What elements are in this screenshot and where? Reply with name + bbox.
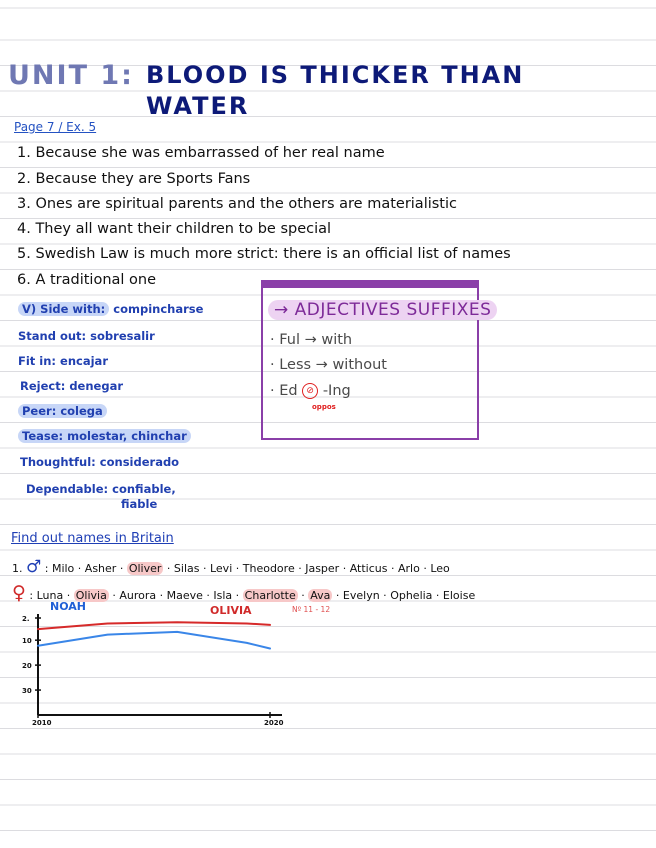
vocab-meaning: considerado bbox=[99, 455, 180, 469]
vocab-term: Reject: bbox=[20, 379, 66, 393]
boys-prefix: 1. bbox=[12, 562, 23, 575]
opposite-note: oppos bbox=[312, 403, 336, 411]
vocab-meaning: sobresalir bbox=[90, 329, 155, 343]
answer-2: 2. Because they are Sports Fans bbox=[17, 171, 251, 187]
vocab-meaning: molestar, chinchar bbox=[67, 429, 187, 443]
vocab-term: V) Side with: bbox=[18, 302, 109, 316]
girl-name: Olivia bbox=[75, 589, 107, 602]
unit-label: UNIT 1: bbox=[8, 60, 134, 91]
rank-annotation: Nº 11 - 12 bbox=[292, 605, 331, 614]
girl-name: Maeve bbox=[166, 589, 203, 602]
vocab-meaning: encajar bbox=[60, 354, 108, 368]
y-tick-label: 30 bbox=[22, 687, 32, 696]
girl-name: Isla bbox=[213, 589, 233, 602]
vocab-stand-out bbox=[18, 329, 155, 343]
vocab-fit-in bbox=[18, 354, 108, 368]
page-title: BLOOD IS THICKER THAN WATER bbox=[146, 61, 525, 120]
vocab-thoughtful bbox=[20, 455, 179, 469]
girl-name: Charlotte bbox=[244, 589, 296, 602]
vocab-dependable bbox=[26, 482, 176, 496]
answer-5: 5. Swedish Law is much more strict: there is an official list of names bbox=[17, 246, 511, 262]
girl-name: Evelyn bbox=[342, 589, 380, 602]
girl-name: Ophelia bbox=[390, 589, 433, 602]
series-label-noah: NOAH bbox=[50, 600, 86, 613]
vocab-meaning: confiable, bbox=[112, 482, 176, 496]
suffix-ed-text: · Ed bbox=[270, 383, 298, 399]
boy-name: Levi bbox=[209, 562, 233, 575]
answer-6: 6. A traditional one bbox=[17, 272, 157, 288]
boy-name: Asher bbox=[84, 562, 117, 575]
girl-name: Aurora bbox=[119, 589, 157, 602]
y-tick-label: 20 bbox=[22, 662, 32, 671]
vocab-term: Peer: bbox=[22, 404, 57, 418]
vocab-term: Tease: bbox=[22, 429, 64, 443]
girl-name: Eloise bbox=[442, 589, 476, 602]
y-tick-label: 2. bbox=[22, 615, 30, 623]
girl-name: Ava bbox=[310, 589, 331, 602]
x-tick-label: 2010 bbox=[32, 719, 52, 727]
suffix-item-ful: · Ful → with bbox=[270, 332, 353, 348]
boy-name: Leo bbox=[430, 562, 450, 575]
answer-3: 3. Ones are spiritual parents and the others are materialistic bbox=[17, 196, 457, 212]
boy-name: Milo bbox=[51, 562, 75, 575]
series-line-noah bbox=[38, 632, 270, 649]
boy-name: Arlo bbox=[397, 562, 420, 575]
boy-name: Oliver bbox=[128, 562, 162, 575]
suffix-item-less: · Less → without bbox=[270, 357, 387, 373]
suffix-box-title-text: → ADJECTIVES SUFFIXES bbox=[268, 300, 497, 320]
boy-name: Atticus bbox=[349, 562, 388, 575]
boy-name: Silas bbox=[173, 562, 200, 575]
male-symbol-icon: ♂ bbox=[26, 557, 42, 577]
vocab-meaning: compincharse bbox=[113, 302, 204, 316]
answer-4: 4. They all want their children to be special bbox=[17, 221, 332, 237]
names-section-title: Find out names in Britain bbox=[11, 531, 174, 546]
vocab-row-highlight bbox=[18, 404, 107, 418]
y-tick-label: 10 bbox=[22, 637, 32, 646]
vocab-reject bbox=[20, 379, 123, 393]
girl-name: Luna bbox=[36, 589, 64, 602]
opposite-icon: ⊘ bbox=[302, 383, 318, 399]
series-line-olivia bbox=[38, 622, 270, 629]
answer-1: 1. Because she was embarrassed of her real name bbox=[17, 145, 385, 161]
suffix-ing-text: -Ing bbox=[322, 383, 351, 399]
boys-names-row bbox=[12, 557, 450, 577]
vocab-term: Thoughtful: bbox=[20, 455, 96, 469]
vocab-row-highlight bbox=[18, 429, 191, 443]
suffix-item-ed bbox=[270, 383, 351, 399]
vocab-meaning-extra: fiable bbox=[121, 497, 158, 511]
boys-names-list: : Milo · Asher · Oliver · Silas · Levi · Theodore · Jasper · Atticus · Arlo · Leo bbox=[44, 562, 450, 575]
x-tick-label: 2020 bbox=[264, 719, 284, 727]
names-ranking-chart bbox=[0, 600, 300, 740]
vocab-term: Dependable: bbox=[26, 482, 109, 496]
female-symbol-icon: ♀ bbox=[12, 582, 26, 604]
vocab-tease bbox=[18, 429, 191, 443]
page-reference: Page 7 / Ex. 5 bbox=[14, 120, 97, 134]
vocab-meaning: colega bbox=[60, 404, 103, 418]
series-label-olivia: OLIVIA bbox=[210, 604, 252, 617]
boy-name: Jasper bbox=[305, 562, 340, 575]
vocab-term: Stand out: bbox=[18, 329, 87, 343]
boy-name: Theodore bbox=[242, 562, 295, 575]
girls-names-list: : Luna · Olivia · Aurora · Maeve · Isla · Charlotte · Ava · Evelyn · Ophelia · Eloise bbox=[29, 589, 476, 602]
vocab-side-with bbox=[18, 302, 203, 316]
vocab-term: Fit in: bbox=[18, 354, 57, 368]
suffix-box-title bbox=[268, 300, 497, 320]
vocab-meaning: denegar bbox=[69, 379, 124, 393]
vocab-peer bbox=[18, 404, 107, 418]
